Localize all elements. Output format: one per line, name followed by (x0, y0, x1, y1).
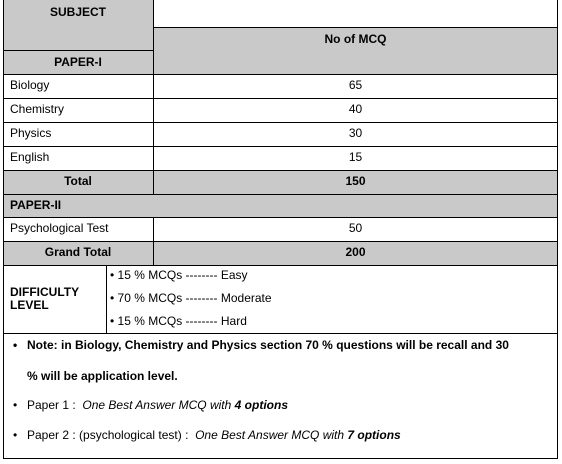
note-line (13, 338, 553, 352)
difficulty-item: • 15 % MCQs -------- Easy (110, 268, 248, 282)
grid-line (153, 27, 558, 28)
grid-line (3, 241, 558, 242)
note-line-continued (27, 369, 562, 383)
paper2-row (3, 194, 558, 217)
mcq-distribution-document (3, 0, 558, 459)
table-row-mcq: 40 (348, 102, 363, 116)
grid-line (3, 265, 558, 266)
difficulty-label: DIFFICULTY (10, 285, 80, 299)
note-text-continued: % will be application level. (27, 369, 178, 383)
paper2-italic: One Best Answer MCQ with (195, 428, 345, 442)
difficulty-item: • 70 % MCQs -------- Moderate (110, 291, 272, 305)
notes-box (3, 333, 558, 459)
grid-line (106, 265, 107, 333)
grid-line (3, 170, 558, 171)
paper2-label: PAPER-II (10, 198, 62, 212)
paper2-bold: 7 options (347, 428, 401, 442)
bullet-icon: • (13, 398, 18, 412)
paper1-italic: One Best Answer MCQ with (82, 398, 232, 412)
bullet-icon: • (13, 338, 18, 352)
total-value: 150 (345, 174, 366, 188)
grid-line (3, 98, 558, 99)
note-text: Note: in Biology, Chemistry and Physics section 70 % questions will be recall and 30 (27, 338, 509, 352)
paper1-bold: 4 options (234, 398, 288, 412)
table-row-mcq: 15 (348, 150, 363, 164)
table-row-subject: Chemistry (10, 102, 65, 116)
bullet-icon: • (13, 428, 18, 442)
grand-total-label: Grand Total (44, 245, 112, 259)
mcq-header: No of MCQ (324, 32, 387, 46)
table-row-mcq: 30 (348, 126, 363, 140)
grid-line (3, 0, 4, 333)
grid-line (3, 74, 558, 75)
grand-total-value: 200 (345, 245, 366, 259)
table-row-mcq: 65 (348, 78, 363, 92)
table-row-subject: English (10, 150, 50, 164)
subject-header: SUBJECT (49, 5, 106, 19)
grid-line (557, 0, 558, 333)
paper1-label: PAPER-I (54, 55, 102, 69)
table-row-subject: Psychological Test (10, 221, 109, 235)
difficulty-label-level: LEVEL (10, 298, 49, 312)
total-label: Total (64, 174, 92, 188)
paper1-prefix: Paper 1 : (27, 398, 76, 412)
grid-line (3, 217, 558, 218)
table-row-subject: Physics (10, 126, 52, 140)
grid-line (3, 146, 558, 147)
grid-line (153, 0, 154, 194)
table-row-subject: Biology (10, 78, 50, 92)
paper2-note (13, 428, 553, 442)
difficulty-item: • 15 % MCQs -------- Hard (110, 314, 247, 328)
paper2-prefix: Paper 2 : (psychological test) : (27, 428, 189, 442)
grid-line (3, 194, 558, 195)
grid-line (3, 50, 153, 51)
paper1-note (13, 398, 553, 412)
grid-line (3, 122, 558, 123)
table-row-mcq: 50 (348, 221, 363, 235)
